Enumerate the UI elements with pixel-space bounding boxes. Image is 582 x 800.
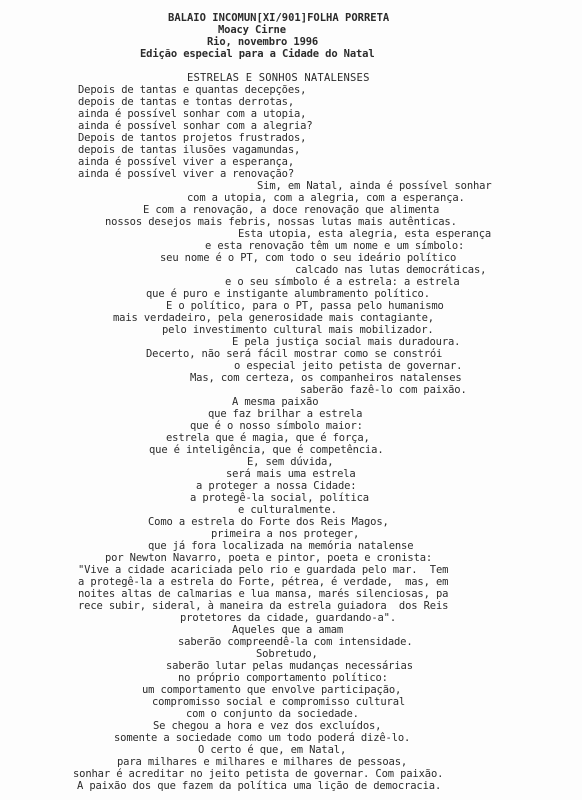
poem-line: e esta renovação têm um nome e um símbolo: xyxy=(205,240,465,252)
poem-line: no próprio comportamento político: xyxy=(178,672,388,684)
poem-line: compromisso social e compromisso cultural xyxy=(152,696,406,708)
poem-line: Se chegou a hora e vez dos excluídos, xyxy=(153,720,382,732)
poem-line: que faz brilhar a estrela xyxy=(208,408,363,420)
poem-line: E com a renovação, a doce renovação que alimenta xyxy=(143,204,440,216)
poem-line: mais verdadeiro, pela generosidade mais contagiante, xyxy=(113,312,434,324)
publication-header: BALAIO INCOMUN[XI/901]FOLHA PORRETA xyxy=(168,12,390,24)
poem-line: E o político, para o PT, passa pelo humanismo xyxy=(166,300,444,312)
poem-line: A mesma paixão xyxy=(232,396,319,408)
poem-line: que já fora localizada na memória natalense xyxy=(148,540,414,552)
poem-line: A paixão dos que fazem da política uma lição de democracia. xyxy=(77,780,442,792)
poem-line: o especial jeito petista de governar. xyxy=(234,360,463,372)
poem-line: E pela justiça social mais duradoura. xyxy=(232,336,461,348)
poem-line: saberão compreendê-la com intensidade. xyxy=(178,636,413,648)
poem-line: Esta utopia, esta alegria, esta esperança xyxy=(238,228,492,240)
poem-line: Sim, em Natal, ainda é possível sonhar xyxy=(257,180,492,192)
poem-line: e o seu símbolo é a estrela: a estrela xyxy=(225,276,460,288)
poem-line: com o conjunto da sociedade. xyxy=(186,708,359,720)
poem-line: rece subir, sideral, à maneira da estrela guiadora dos Reis xyxy=(78,600,449,612)
poem-line: Depois de tantas e quantas decepções, xyxy=(78,84,307,96)
poem-line: O certo é que, em Natal, xyxy=(198,744,347,756)
poem-line: protetores da cidade, guardando-a". xyxy=(180,612,397,624)
poem-line: pelo investimento cultural mais mobilizador. xyxy=(162,324,434,336)
poem-line: será mais uma estrela xyxy=(226,468,356,480)
poem-line: Aqueles que a amam xyxy=(232,624,344,636)
poem-line: a protegê-la a estrela do Forte, pétrea, é verdade, mas, em xyxy=(78,576,449,588)
poem-line: Mas, com certeza, os companheiros natalenses xyxy=(190,372,462,384)
poem-line: a proteger a nossa Cidade: xyxy=(196,480,357,492)
poem-line: seu nome é o PT, com todo o seu ideário político xyxy=(160,252,457,264)
poem-line: que é inteligência, que é competência. xyxy=(149,444,384,456)
author-name: Moacy Cirne xyxy=(218,24,286,36)
poem-line: saberão fazê-lo com paixão. xyxy=(300,384,467,396)
poem-line: calcado nas lutas democráticas, xyxy=(295,264,487,276)
poem-line: E, sem dúvida, xyxy=(247,456,334,468)
poem-line: sonhar é acreditar no jeito petista de governar. Com paixão. xyxy=(73,768,444,780)
poem-line: para milhares e milhares e milhares de pessoas, xyxy=(117,756,408,768)
edition-note: Edição especial para a Cidade do Natal xyxy=(140,48,375,60)
poem-line: depois de tantas e tontas derrotas, xyxy=(78,96,295,108)
poem-line: com a utopia, com a alegria, com a esperança. xyxy=(187,192,465,204)
poem-line: primeira a nos proteger, xyxy=(211,528,360,540)
poem-line: ainda é possível viver a renovação? xyxy=(78,168,295,180)
poem-line: ainda é possível sonhar com a alegria? xyxy=(78,120,313,132)
poem-line: Sobretudo, xyxy=(256,648,318,660)
poem-line: saberão lutar pelas mudanças necessárias xyxy=(166,660,413,672)
poem-line: Como a estrela do Forte dos Reis Magos, xyxy=(148,516,389,528)
poem-line: estrela que é magia, que é força, xyxy=(166,432,370,444)
poem-line: ainda é possível sonhar com a utopia, xyxy=(78,108,307,120)
poem-line: nossos desejos mais febris, nossas lutas mais autênticas. xyxy=(105,216,457,228)
poem-line: que é o nosso símbolo maior: xyxy=(190,420,363,432)
poem-line: um comportamento que envolve participação, xyxy=(142,684,402,696)
poem-line: Decerto, não será fácil mostrar como se constrói xyxy=(146,348,443,360)
poem-title: ESTRELAS E SONHOS NATALENSES xyxy=(187,72,370,84)
poem-line: depois de tantas ilusões vagamundas, xyxy=(78,144,301,156)
poem-line: ainda é possível viver a esperança, xyxy=(78,156,295,168)
poem-line: noites altas de calmarias e lua mansa, marés silenciosas, pa xyxy=(78,588,449,600)
poem-line: "Vive a cidade acariciada pelo rio e guardada pelo mar. Tem xyxy=(78,564,449,576)
poem-line: somente a sociedade como um todo poderá dizê-lo. xyxy=(114,732,411,744)
poem-line: por Newton Navarro, poeta e pintor, poeta e cronista: xyxy=(105,552,433,564)
poem-line: Depois de tantos projetos frustrados, xyxy=(78,132,307,144)
place-date: Rio, novembro 1996 xyxy=(207,36,319,48)
poem-line: e culturalmente. xyxy=(238,504,337,516)
poem-line: a protegê-la social, política xyxy=(190,492,369,504)
poem-line: que é puro e instigante alumbramento político. xyxy=(146,288,430,300)
